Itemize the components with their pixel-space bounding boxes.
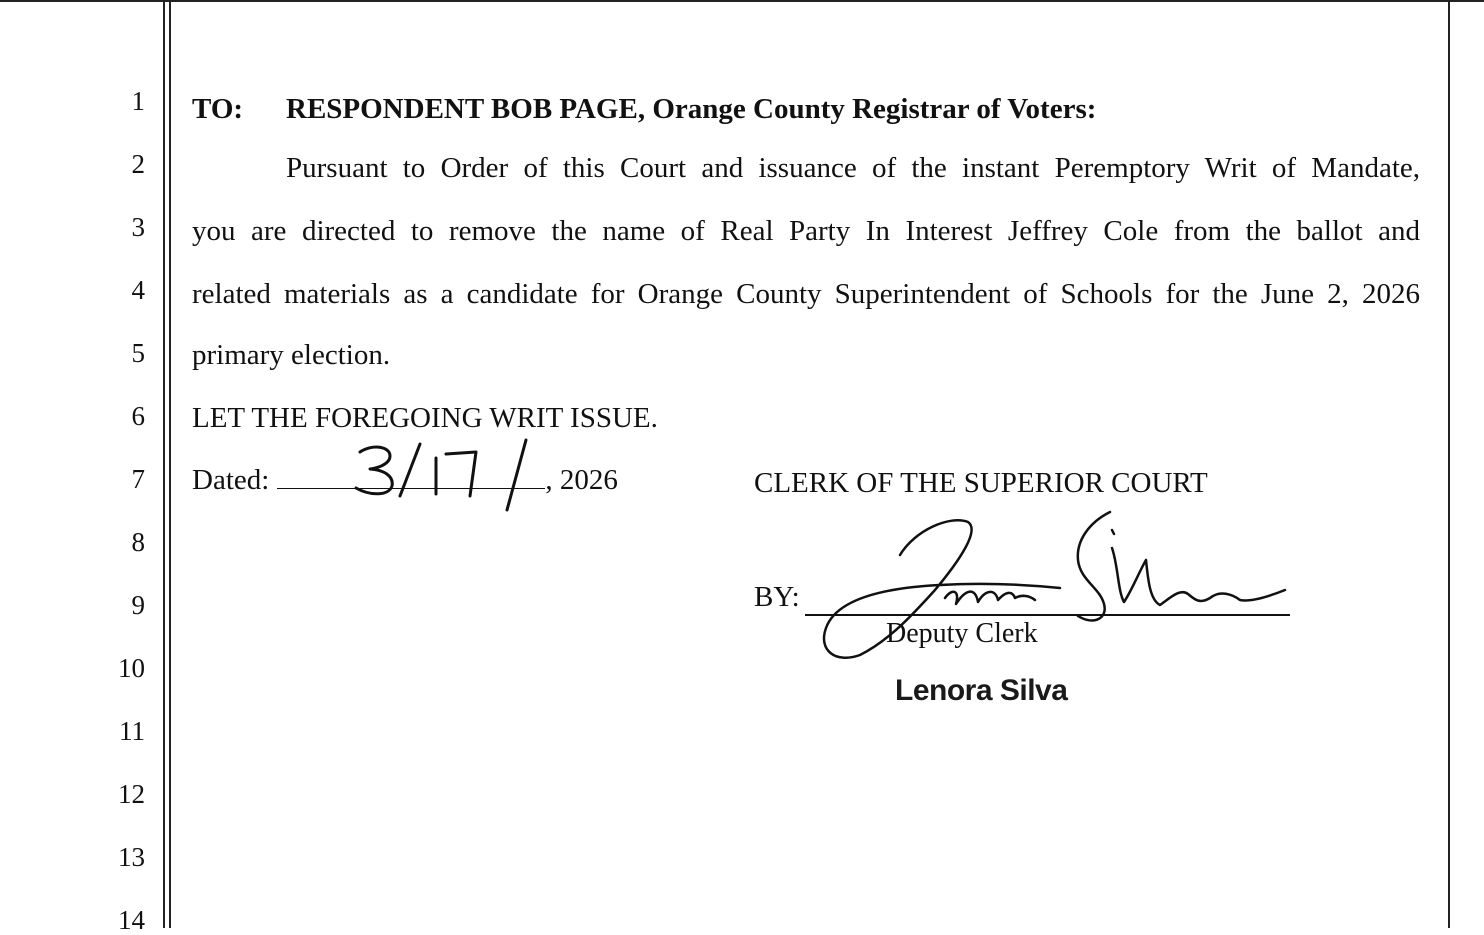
line-number: 7 bbox=[131, 464, 145, 494]
line-number: 10 bbox=[118, 653, 145, 683]
left-margin-rule-inner bbox=[169, 0, 171, 928]
by-label: BY: bbox=[754, 581, 800, 613]
right-margin-rule bbox=[1448, 0, 1450, 928]
body-line-4: related materials as a candidate for Orange County Superintendent of Schools for the June 2, 2026 bbox=[192, 278, 1420, 310]
line-number: 13 bbox=[118, 842, 145, 872]
dated-label: Dated: bbox=[192, 464, 270, 496]
to-label: TO: bbox=[192, 93, 244, 125]
line-number: 3 bbox=[131, 212, 145, 242]
date-year: , 2026 bbox=[545, 464, 618, 496]
respondent-heading: RESPONDENT BOB PAGE, Orange County Registrar of Voters: bbox=[286, 93, 1097, 125]
line-number: 11 bbox=[119, 716, 145, 746]
date-blank bbox=[277, 464, 545, 489]
line-number: 12 bbox=[118, 779, 145, 809]
line-number: 2 bbox=[131, 149, 145, 179]
line-number: 1 bbox=[131, 86, 145, 116]
body-line-2: Pursuant to Order of this Court and issuance of the instant Peremptory Writ of Mandate, bbox=[286, 152, 1420, 184]
body-line-3: you are directed to remove the name of Real Party In Interest Jeffrey Cole from the ballot and bbox=[192, 215, 1420, 247]
body-line-5: primary election. bbox=[192, 339, 391, 371]
top-border bbox=[0, 0, 1484, 2]
line-number: 8 bbox=[131, 527, 145, 557]
name-stamp: Lenora Silva bbox=[895, 674, 1068, 707]
line-number: 6 bbox=[131, 401, 145, 431]
left-margin-rule-outer bbox=[163, 0, 165, 928]
clerk-title: CLERK OF THE SUPERIOR COURT bbox=[754, 467, 1208, 499]
line-number: 14 bbox=[118, 905, 145, 935]
writ-order: LET THE FOREGOING WRIT ISSUE. bbox=[192, 402, 658, 434]
line-number: 4 bbox=[131, 275, 145, 305]
deputy-clerk-label: Deputy Clerk bbox=[886, 618, 1038, 649]
dated-line bbox=[192, 463, 618, 497]
line-number: 5 bbox=[131, 338, 145, 368]
line-number: 9 bbox=[131, 590, 145, 620]
signature-line bbox=[805, 614, 1290, 616]
